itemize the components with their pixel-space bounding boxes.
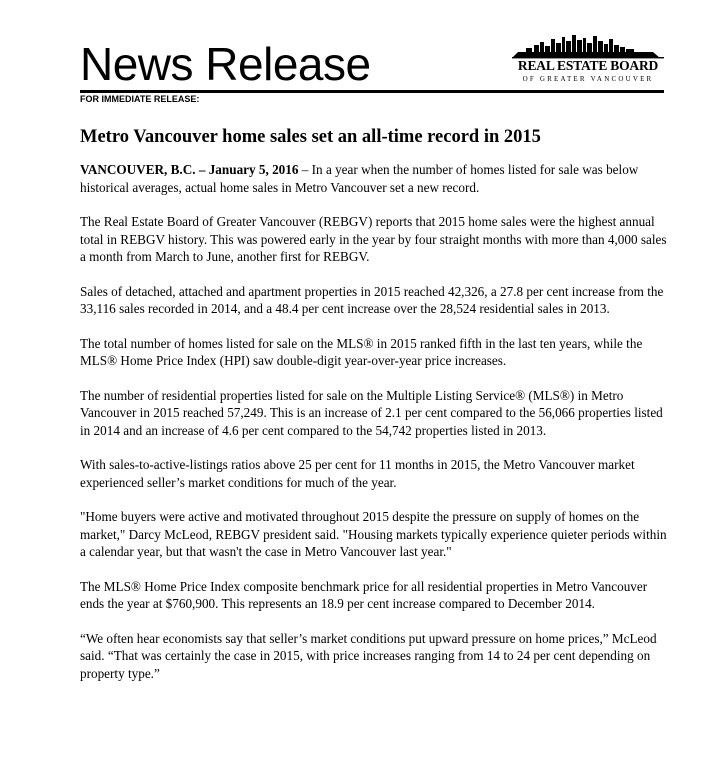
paragraph: "Home buyers were active and motivated throughout 2015 despite the pressure on supply of homes on the market," Darcy McLeod, REBGV president said. "Housing markets typically experience quieter periods within a calendar year, but that wasn't the case in Metro Vancouver last year." bbox=[80, 509, 667, 559]
release-label: FOR IMMEDIATE RELEASE: bbox=[80, 94, 200, 104]
article-body bbox=[80, 126, 670, 699]
lead-paragraph bbox=[80, 161, 670, 196]
city-skyline-icon bbox=[498, 34, 668, 60]
page-title: News Release bbox=[80, 38, 371, 90]
paragraph: The MLS® Home Price Index composite benchmark price for all residential properties in Metro Vancouver ends the year at $760,900. This represents an 18.9 per cent increase compared to December 2014. bbox=[80, 578, 648, 611]
paragraph: The number of residential properties listed for sale on the Multiple Listing Service® (MLS®) in Metro Vancouver in 2015 reached 57,249. This is an increase of 2.1 per cent compared to the 56,066 properties listed in 2014 and an increase of 4.6 per cent compared to the 54,742 properties listed in 2013. bbox=[80, 387, 663, 438]
lead-text: – In a year when the number of homes listed for sale was below historical averages, actual home sales in Metro Vancouver set a new record. bbox=[80, 162, 639, 195]
paragraph: Sales of detached, attached and apartment properties in 2015 reached 42,326, a 27.8 per cent increase from the 33,116 sales recorded in 2014, and a 48.4 per cent increase over the 28,524 residential sales in 2013. bbox=[80, 283, 664, 316]
paragraph: The total number of homes listed for sale on the MLS® in 2015 ranked fifth in the last ten years, while the MLS® Home Price Index (HPI) saw double-digit year-over-year price increases. bbox=[80, 335, 643, 368]
logo-subtitle: OF GREATER VANCOUVER bbox=[522, 75, 654, 83]
paragraph: With sales-to-active-listings ratios above 25 per cent for 11 months in 2015, the Metro Vancouver market experienced seller’s market conditions for much of the year. bbox=[80, 457, 635, 490]
dateline: VANCOUVER, B.C. – January 5, 2016 bbox=[80, 162, 299, 177]
paragraph: “We often hear economists say that seller’s market conditions put upward pressure on home prices,” McLeod said. “That was certainly the case in 2015, with price increases ranging from 14 to 24 per cent depending on property type.” bbox=[80, 630, 657, 681]
rebgv-logo bbox=[498, 34, 668, 88]
article-headline: Metro Vancouver home sales set an all-time record in 2015 bbox=[80, 127, 541, 147]
paragraph: The Real Estate Board of Greater Vancouver (REBGV) reports that 2015 home sales were the highest annual total in REBGV history. This was powered early in the year by four straight months with more than 4,000 sales a month from March to June, another first for REBGV. bbox=[80, 214, 667, 264]
logo-name: REAL ESTATE BOARD bbox=[517, 58, 659, 73]
